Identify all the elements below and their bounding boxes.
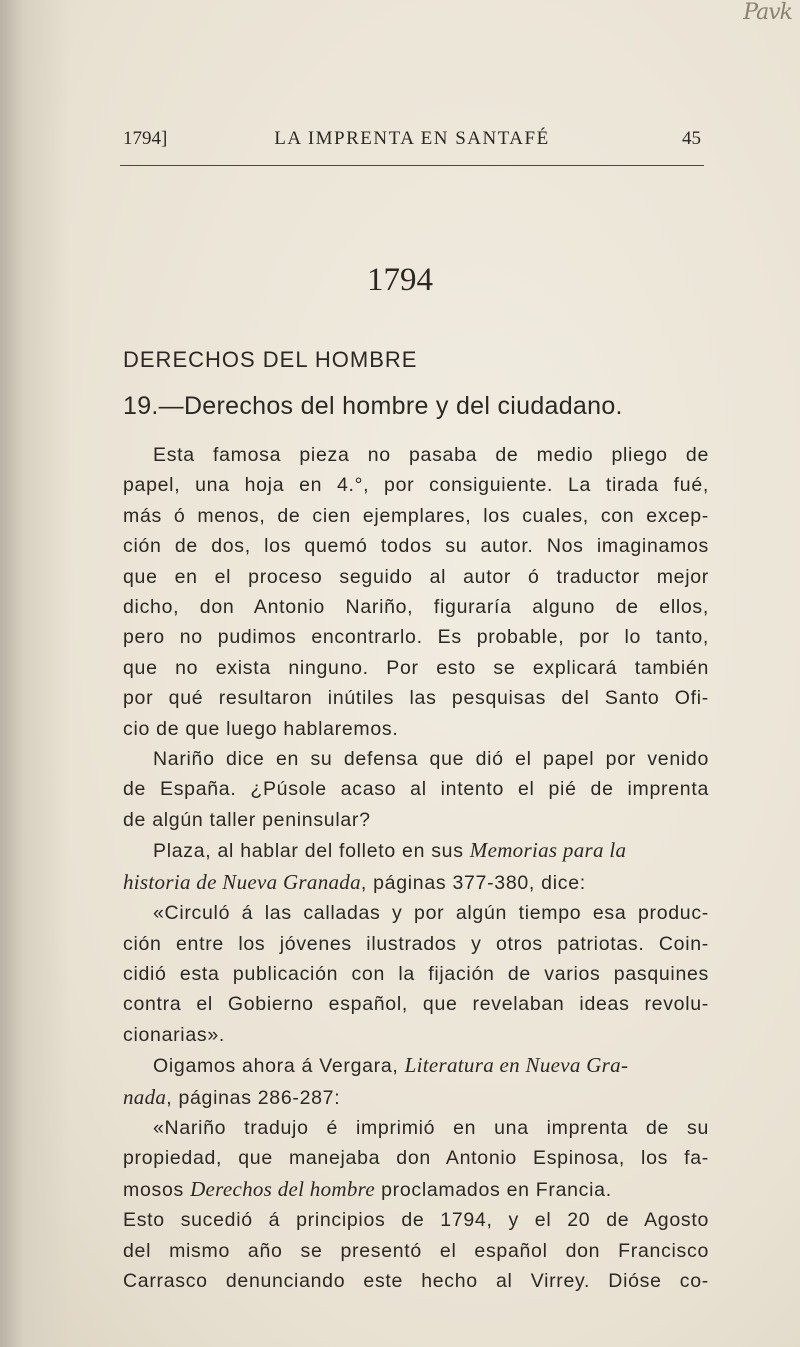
- running-head: [123, 128, 701, 158]
- text-run: Plaza, al hablar del folleto en sus: [153, 840, 470, 863]
- page-number: 45: [682, 128, 701, 149]
- italic-title: Literatura en Nueva Gra-: [404, 1053, 629, 1078]
- text-run: proclamados en Francia.: [375, 1178, 612, 1201]
- text-run: , páginas 377-380, dice:: [360, 871, 586, 894]
- handwritten-corner-mark: Pavk: [743, 0, 792, 25]
- quote-line: Esto sucedió á principios de 1794, y el 20 de Agosto: [123, 1209, 709, 1232]
- quote-line: «Nariño tradujo é imprimió en una imprenta de su: [153, 1116, 709, 1139]
- header-rule: [120, 165, 704, 166]
- text-line: por qué resultaron inútiles las pesquisas del Santo Ofi-: [123, 687, 709, 710]
- quote-line: [123, 1174, 709, 1205]
- quote-line: cidió esta publicación con la fijación de varios pasquines: [123, 962, 709, 985]
- text-line: Nariño dice en su defensa que dió el papel por venido: [153, 748, 709, 771]
- quote-line: Carrasco denunciando este hecho al Virrey. Dióse co-: [123, 1269, 709, 1292]
- italic-title: historia de Nueva Granada: [123, 869, 361, 894]
- running-head-title: LA IMPRENTA EN SANTAFÉ: [274, 128, 550, 149]
- text-line: Esta famosa pieza no pasaba de medio pliego de: [153, 444, 709, 466]
- text-line: dicho, don Antonio Nariño, figuraría alguno de ellos,: [123, 596, 709, 619]
- italic-title: nada: [123, 1084, 167, 1109]
- text-line: [123, 867, 709, 898]
- entry-heading: 19.—Derechos del hombre y del ciudadano.: [123, 392, 623, 420]
- quote-line: «Circuló á las calladas y por algún tiempo esa produc-: [153, 902, 709, 925]
- text-line: cio de que luego hablaremos.: [123, 717, 399, 740]
- text-line: de España. ¿Púsole acaso al intento el pié de imprenta: [123, 778, 709, 801]
- text-line: que no exista ninguno. Por esto se explicará también: [123, 656, 709, 679]
- text-line: [123, 1050, 709, 1081]
- text-line: pero no pudimos encontrarlo. Es probable, por lo tanto,: [123, 626, 709, 649]
- text-line: de algún taller peninsular?: [123, 808, 371, 831]
- text-line: [123, 1082, 709, 1113]
- text-run: Oigamos ahora á Vergara,: [153, 1055, 405, 1078]
- quote-line: ción entre los jóvenes ilustrados y otros patriotas. Coin-: [123, 932, 709, 955]
- text-line: papel, una hoja en 4.°, por consiguiente. La tirada fué,: [123, 474, 709, 497]
- section-heading: DERECHOS DEL HOMBRE: [123, 347, 418, 372]
- text-run: mosos: [123, 1178, 191, 1201]
- text-line: [123, 835, 709, 866]
- page-edge-shadow: [0, 0, 70, 1347]
- text-line: ción de dos, los quemó todos su autor. Nos imaginamos: [123, 535, 709, 558]
- text-line: más ó menos, de cien ejemplares, los cuales, con excep-: [123, 504, 709, 527]
- running-head-year: 1794]: [123, 128, 168, 149]
- text-run: , páginas 286-287:: [166, 1086, 341, 1109]
- quote-line: propiedad, que manejaba don Antonio Espinosa, los fa-: [123, 1147, 709, 1170]
- text-line: que en el proceso seguido al autor ó traductor mejor: [123, 565, 709, 588]
- italic-title: Memorias para la: [469, 838, 627, 863]
- year-heading: 1794: [367, 262, 433, 298]
- italic-title: Derechos del hombre: [190, 1176, 375, 1201]
- body-text: [123, 440, 709, 1296]
- quote-line: del mismo año se presentó el español don Francisco: [123, 1239, 709, 1262]
- quote-line: cionarias».: [123, 1023, 226, 1046]
- quote-line: contra el Gobierno español, que revelaban ideas revolu-: [123, 993, 709, 1016]
